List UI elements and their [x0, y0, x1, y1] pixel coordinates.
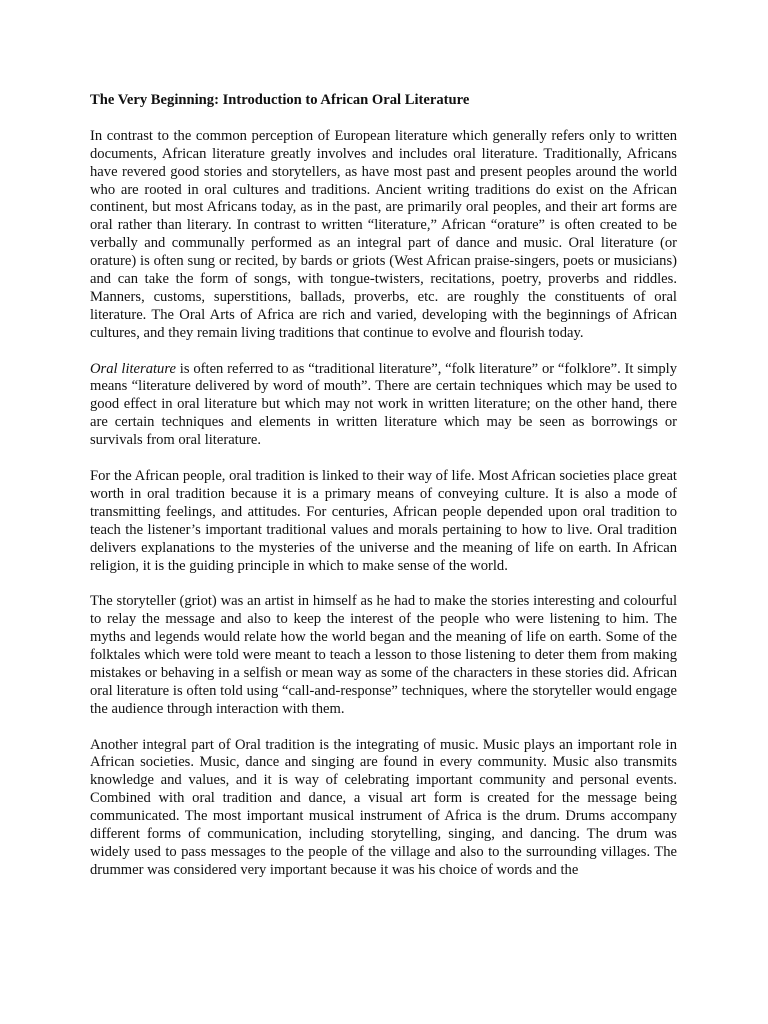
paragraph-4-text: The storyteller (griot) was an artist in himself as he had to make the stories interesting and colourful to relay the message and also to keep the interest of the people who were listening to him. The myths and legends would relate how the world began and the meaning of life on earth. Some of the folktales which were told were meant to teach a lesson to those listening to deter them from making mistakes or behaving in a selfish or mean way as some of the characters in these stories did. African oral literature is often told using “call-and-response” techniques, where the storyteller would engage the audience through interaction with them. — [90, 593, 677, 717]
paragraph-2 — [90, 361, 677, 451]
document-page — [90, 92, 677, 898]
paragraph-5-text: Another integral part of Oral tradition is the integrating of music. Music plays an important role in African societies. Music, dance and singing are found in every community. Music also transmits knowledge and values, and it is way of celebrating important community and personal events. Combined with oral tradition and dance, a visual art form is created for the message being communicated. The most important musical instrument of Africa is the drum. Drums accompany different forms of communication, including storytelling, singing, and dancing. The drum was widely used to pass messages to the people of the village and also to the surrounding villages. The drummer was considered very important because it was his choice of words and the — [90, 736, 677, 878]
paragraph-2-text: is often referred to as “traditional literature”, “folk literature” or “folklore”. It simply means “literature delivered by word of mouth”. There are certain techniques which may be used to good effect in oral literature but which may not work in written literature; on the other hand, there are certain techniques and elements in written literature which may be seen as borrowings or survivals from oral literature. — [90, 360, 677, 449]
paragraph-4 — [90, 593, 677, 718]
paragraph-3-text: For the African people, oral tradition is linked to their way of life. Most African societies place great worth in oral tradition because it is a primary means of conveying culture. It is also a mode of transmitting feelings, and attitudes. For centuries, African people depended upon oral tradition to teach the listener’s important traditional values and morals pertaining to how to live. Oral tradition delivers explanations to the mysteries of the universe and the meaning of life on earth. In African religion, it is the guiding principle in which to make sense of the world. — [90, 467, 677, 574]
paragraph-1 — [90, 128, 677, 343]
document-title: The Very Beginning: Introduction to African Oral Literature — [90, 92, 470, 108]
paragraph-1-text: In contrast to the common perception of European literature which generally refers only to written documents, African literature greatly involves and includes oral literature. Traditionally, Africans have revered good stories and storytellers, as have most past and present peoples around the world who are rooted in oral cultures and traditions. Ancient writing traditions do exist on the African continent, but most Africans today, as in the past, are primarily oral peoples, and their art forms are oral rather than literary. In contrast to written “literature,” African “orature” is often created to be verbally and communally performed as an integral part of dance and music. Oral literature (or orature) is often sung or recited, by bards or griots (West African praise-singers, poets or musicians) and can take the form of songs, with tongue-twisters, recitations, poetry, proverbs and riddles. Manners, customs, superstitions, ballads, proverbs, etc. are roughly the constituents of oral literature. The Oral Arts of Africa are rich and varied, developing with the beginnings of African cultures, and they remain living traditions that continue to evolve and flourish today. — [90, 127, 677, 341]
paragraph-5 — [90, 737, 677, 880]
paragraph-3 — [90, 468, 677, 575]
paragraph-2-italic-lead: Oral literature — [90, 360, 176, 377]
